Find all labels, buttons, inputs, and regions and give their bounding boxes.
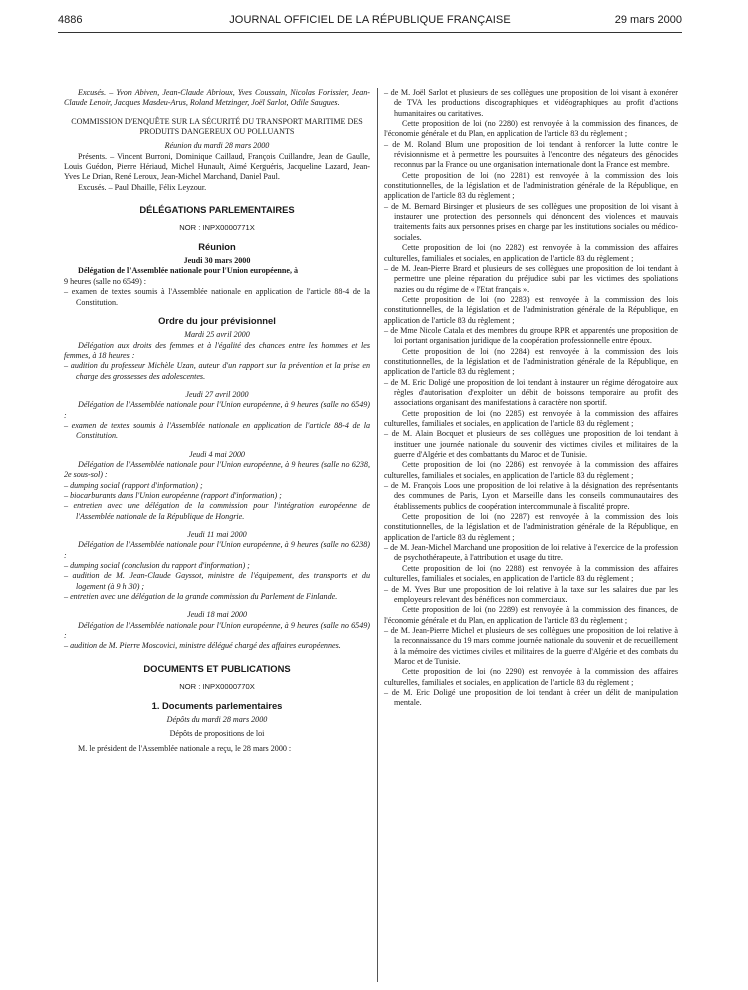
renvoi-paragraph: Cette proposition de loi (no 2280) est renvoyée à la commission des finances, de l'économie générale et du Plan, en application de l'article 83 du règlement ; — [384, 119, 678, 139]
excuses2-paragraph: Excusés. – Paul Dhaille, Félix Leyzour. — [78, 182, 207, 192]
proposition-item: – de M. Eric Doligé une proposition de loi tendant à créer un délit de manipulation mentale. — [384, 687, 678, 708]
mardi-25-date: Mardi 25 avril 2000 — [184, 330, 250, 340]
header-rule — [58, 32, 682, 33]
depots-date: Dépôts du mardi 28 mars 2000 — [166, 714, 268, 724]
page-number: 4886 — [58, 14, 83, 26]
proposition-item: – de M. Bernard Birsinger et plusieurs de ses collègues une proposition de loi visant à instaurer une protection des personnels qui dénoncent des violences et mauvais traitements faits aux personnes prises en charge par les institutions sociales ou médico-sociales. — [384, 201, 678, 242]
renvoi-paragraph: Cette proposition de loi (no 2283) est renvoyée à la commission des lois constitutionnelles, de la législation et de l'administration générale de la République, en application de l'article 83 du règlement ; — [384, 294, 678, 325]
entretien-hongrie-item: – entretien avec une délégation de la commission pour l'intégration européenne de l'Assemblée nationale de la République de Hongrie. — [64, 501, 370, 521]
proposition-item: – de M. Joël Sarlot et plusieurs de ses collègues une proposition de loi visant à exonérer de TVA les productions discographiques et vidéographiques au profit d'actions humanitaires ou caritatives. — [384, 88, 678, 118]
commission-title: COMMISSION D'ENQUÊTE SUR LA SÉCURITÉ DU TRANSPORT MARITIME DES PRODUITS DANGEREUX OU POLLUANTS — [71, 116, 363, 137]
renvoi-paragraph: Cette proposition de loi (no 2284) est renvoyée à la commission des lois constitutionnelles, de la législation et de l'administration générale de la République, en application de l'article 83 du règlement ; — [384, 346, 678, 377]
ordre-du-jour-heading: Ordre du jour prévisionnel — [158, 314, 276, 326]
proposition-item: – de M. Jean-Michel Marchand une proposition de loi relative à l'exercice de la profession de psychothérapeute, à l'attribution et usage du titre. — [384, 543, 678, 563]
audition-moscovici-item: – audition de M. Pierre Moscovici, ministre délégué chargé des affaires européennes. — [64, 641, 341, 651]
renvoi-paragraph: Cette proposition de loi (no 2282) est renvoyée à la commission des affaires culturelles, familiales et sociales, en application de l'article 83 du règlement ; — [384, 243, 678, 263]
president-recu-paragraph: M. le président de l'Assemblée nationale a reçu, le 28 mars 2000 : — [78, 743, 292, 753]
page-header — [58, 14, 682, 30]
examen-item-2: – examen de textes soumis à l'Assemblée nationale en application de l'article 88-4 de la Constitution. — [64, 420, 370, 441]
jeudi-30-date: Jeudi 30 mars 2000 — [183, 256, 251, 266]
delegation-ue-time: 9 heures (salle no 6549) : — [64, 276, 147, 286]
proposition-item: – de M. Alain Bocquet et plusieurs de ses collègues une proposition de loi tendant à instituer une journée nationale du souvenir des victimes civiles et militaires de la guerre d'Algérie et des combattants du Maroc et de Tunisie. — [384, 429, 678, 460]
delegation-ue-4: Délégation de l'Assemblée nationale pour l'Union européenne, à 9 heures (salle no 6238, 2e sous-sol) : — [64, 459, 370, 480]
issue-date: 29 mars 2000 — [614, 14, 682, 26]
biocarburants-item: – biocarburants dans l'Union européenne (rapport d'information) ; — [64, 491, 282, 500]
dumping-item-1: – dumping social (rapport d'information) ; — [64, 480, 203, 490]
renvoi-paragraph: Cette proposition de loi (no 2287) est renvoyée à la commission des lois constitutionnelles, de la législation et de l'administration générale de la République, en application de l'article 83 du règlement ; — [384, 512, 678, 542]
renvoi-paragraph: Cette proposition de loi (no 2290) est renvoyée à la commission des affaires culturelles, familiales et sociales, en application de l'article 83 du règlement ; — [384, 667, 678, 687]
excuses-paragraph: Excusés. – Yvon Abiven, Jean-Claude Abrioux, Yves Coussain, Nicolas Forissier, Jean-Claude Lenoir, Jacques Masdeu-Arus, Roland Metzinger, Joël Sarlot, Odile Saugues. — [64, 88, 370, 108]
depots-propositions-heading: Dépôts de propositions de loi — [169, 729, 265, 739]
renvoi-paragraph: Cette proposition de loi (no 2288) est renvoyée à la commission des affaires culturelles, familiales et sociales, en application de l'article 83 du règlement ; — [384, 563, 678, 584]
proposition-item: – de M. Roland Blum une proposition de loi tendant à renforcer la lutte contre le révisionnisme et à permettre les poursuites à l'encontre des négateurs des génocides reconnus par la France ou une organisation internationale dont la France est membre. — [384, 139, 678, 170]
proposition-item: – de M. Jean-Pierre Michel et plusieurs de ses collègues une proposition de loi relative à la reconnaissance du 19 mars comme journée nationale du souvenir et de recueillement à la mémoire des victimes civiles et militaires de la guerre d'Algérie et des combats du Maroc et de Tunisie. — [384, 625, 678, 666]
dumping-item-2: – dumping social (conclusion du rapport d'information) ; — [64, 561, 250, 571]
renvoi-paragraph: Cette proposition de loi (no 2281) est renvoyée à la commission des lois constitutionnelles, de la législation et de l'administration générale de la République, en application de l'article 83 du règlement ; — [384, 170, 678, 201]
audition-gayssot-item: – audition de M. Jean-Claude Gayssot, ministre de l'équipement, des transports et du logement (à 9 h 30) ; — [64, 571, 370, 591]
jeudi-11-date: Jeudi 11 mai 2000 — [187, 530, 247, 540]
nor-code-2: NOR : INPX0000770X — [179, 682, 255, 692]
column-divider — [377, 88, 378, 982]
delegation-femmes: Délégation aux droits des femmes et à l'égalité des chances entre les hommes et les femmes, à 18 heures : — [64, 340, 370, 360]
examen-item-1: – examen de textes soumis à l'Assemblée nationale en application de l'article 88-4 de la Constitution. — [64, 287, 370, 307]
delegations-heading: DÉLÉGATIONS PARLEMENTAIRES — [139, 204, 295, 216]
jeudi-18-date: Jeudi 18 mai 2000 — [186, 610, 248, 620]
delegation-ue-heading: Délégation de l'Assemblée nationale pour l'Union européenne, à — [78, 266, 299, 276]
proposition-item: – de M. Eric Doligé une proposition de loi tendant à instaurer un régime dérogatoire aux règles d'autorisation d'exploiter un débit de boissons temporaire au profit des associations organisant des manifestations à caractère non sportif. — [384, 377, 678, 408]
delegation-ue-11: Délégation de l'Assemblée nationale pour l'Union européenne, à 9 heures (salle no 6238) : — [64, 540, 370, 560]
documents-heading: DOCUMENTS ET PUBLICATIONS — [143, 662, 291, 674]
jeudi-27-date: Jeudi 27 avril 2000 — [185, 389, 249, 399]
delegation-ue-18: Délégation de l'Assemblée nationale pour l'Union européenne, à 9 heures (salle no 6549) : — [64, 620, 370, 641]
proposition-item: – de M. Yves Bur une proposition de loi relative à la taxe sur les salaires due par les employeurs relevant des bénéfices non commerciaux. — [384, 584, 678, 604]
presents-paragraph: Présents. – Vincent Burroni, Dominique Caillaud, François Cuillandre, Jean de Gaulle, Louis Guédon, Pierre Hériaud, Michel Hunault, Aimé Kerguéris, Jacqueline Lazard, Jean-Yves Le Drian, René Leroux, Jean-Michel Marchand, Daniel Paul. — [64, 151, 370, 182]
renvoi-paragraph: Cette proposition de loi (no 2285) est renvoyée à la commission des affaires culturelles, familiales et sociales, en application de l'article 83 du règlement ; — [384, 408, 678, 428]
proposition-item: – de Mme Nicole Catala et des membres du groupe RPR et apparentés une proposition de loi portant organisation juridique de la coopération professionnelle entre époux. — [384, 325, 678, 346]
nor-code-1: NOR : INPX0000771X — [179, 223, 255, 233]
left-column — [64, 88, 370, 754]
documents-parlementaires-heading: 1. Documents parlementaires — [151, 699, 283, 711]
renvoi-paragraph: Cette proposition de loi (no 2286) est renvoyée à la commission des affaires culturelles, familiales et sociales, en application de l'article 83 du règlement ; — [384, 460, 678, 480]
proposition-item: – de M. François Loos une proposition de loi relative à la désignation des représentants des communes de Paris, Lyon et Marseille dans les conseils communautaires des établissements publics de coopération intercommunale à fiscalité propre. — [384, 481, 678, 511]
renvoi-paragraph: Cette proposition de loi (no 2289) est renvoyée à la commission des finances, de l'économie générale et du Plan, en application de l'article 83 du règlement ; — [384, 605, 678, 625]
entretien-finlande-item: – entretien avec une délégation de la grande commission du Parlement de Finlande. — [64, 592, 338, 602]
right-column — [384, 88, 678, 709]
jeudi-4-date: Jeudi 4 mai 2000 — [189, 449, 245, 459]
reunion-date: Réunion du mardi 28 mars 2000 — [164, 141, 270, 151]
delegation-ue-27: Délégation de l'Assemblée nationale pour l'Union européenne, à 9 heures (salle no 6549) : — [64, 400, 370, 420]
journal-title: JOURNAL OFFICIEL DE LA RÉPUBLIQUE FRANÇAISE — [229, 14, 511, 26]
proposition-item: – de M. Jean-Pierre Brard et plusieurs de ses collègues une proposition de loi tendant à permettre une pleine réparation du préjudice subi par les victimes des spoliations nazies ou du régime de « l'Etat français ». — [384, 263, 678, 294]
audition-uzan: – audition du professeur Michèle Uzan, auteur d'un rapport sur la prévention et la prise en charge des grossesses des adolescentes. — [64, 361, 370, 381]
reunion-heading: Réunion — [198, 240, 236, 252]
